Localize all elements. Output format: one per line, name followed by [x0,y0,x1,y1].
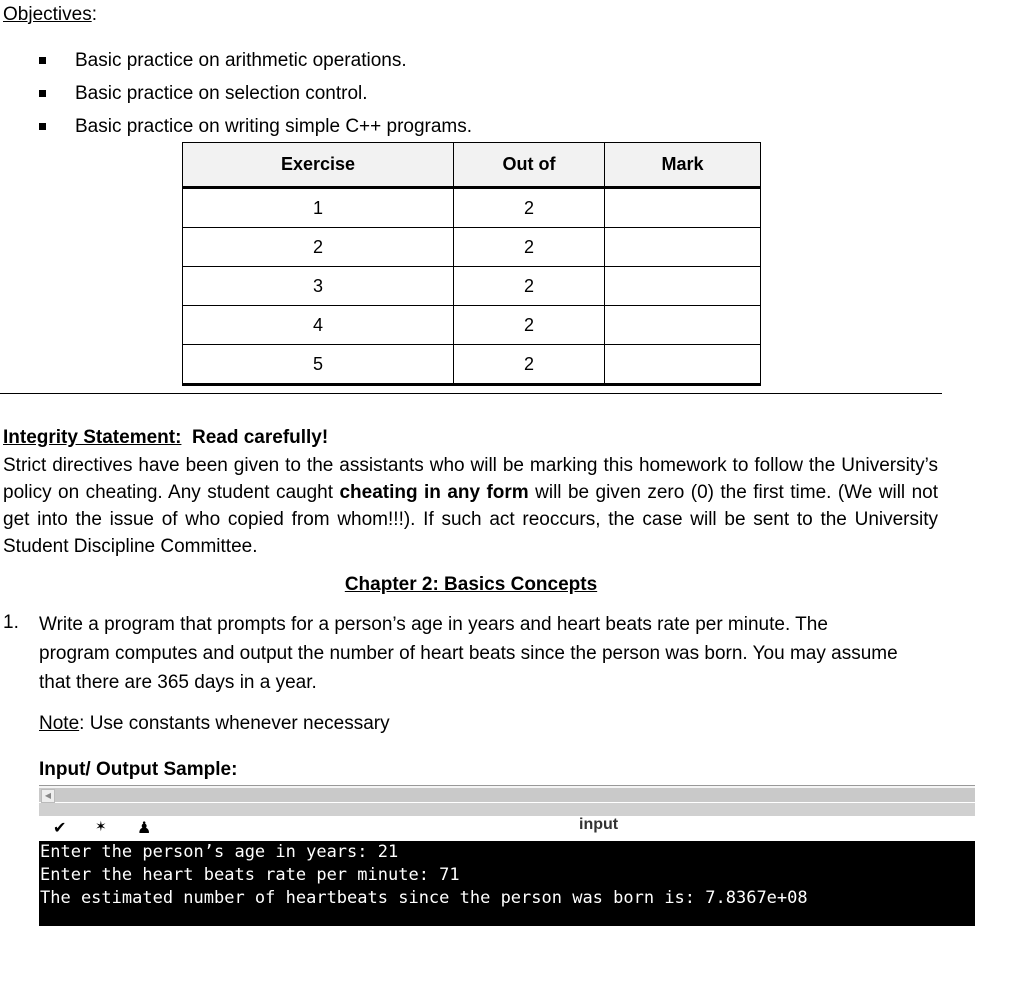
table-header-row [183,143,761,188]
console-toolbar [39,816,975,841]
square-bullet-icon [39,57,46,64]
table-row [183,306,761,345]
table-row [183,345,761,385]
mark-cell[interactable] [605,267,761,306]
integrity-subtitle: Read carefully! [191,427,329,448]
table-row [183,188,761,228]
out-of-cell: 2 [454,306,605,345]
console-scrollbar[interactable] [39,785,975,817]
out-of-cell: 2 [454,345,605,385]
integrity-text-part-1: Strict directives have been given to the assistants who will be marking this homework to follow the University’s policy on cheating. Any student caught [3,455,938,503]
check-icon[interactable]: ✔ [53,820,67,837]
marks-table [182,142,761,386]
square-bullet-icon [39,123,46,130]
out-of-cell: 2 [454,188,605,228]
note-label: Note [39,713,80,734]
mark-cell[interactable] [605,188,761,228]
column-header-mark: Mark [605,143,761,188]
exercise-cell: 2 [183,228,454,267]
integrity-statement [3,452,938,560]
objectives-heading-text: Objectives [3,4,92,25]
person-icon[interactable]: ♟ [137,820,152,837]
objective-text: Basic practice on selection control. [75,83,368,104]
exercise-cell: 5 [183,345,454,385]
objectives-heading [3,4,97,26]
integrity-text-part-2: will be given zero (0) the first time. (We will not get into the issue of who copied from whom!!!). If such act reoccurs, the case will be sent to the University Student Discipline Committee. [3,482,938,557]
console-line: Enter the person’s age in years: 21 [40,842,399,862]
objectives-heading-colon: : [91,4,97,25]
objective-text: Basic practice on arithmetic operations. [75,50,407,71]
console-line: The estimated number of heartbeats since the person was born is: 7.8367e+08 [40,888,808,908]
table-row [183,228,761,267]
mark-cell[interactable] [605,345,761,385]
chapter-title: Chapter 2: Basics Concepts [344,574,598,595]
mark-cell[interactable] [605,228,761,267]
exercise-cell: 4 [183,306,454,345]
console-output [39,841,975,926]
pin-icon[interactable]: ✶ [95,818,107,834]
column-header-exercise: Exercise [183,143,454,188]
io-sample-title: Input/ Output Sample: [39,759,238,780]
column-header-out-of: Out of [454,143,605,188]
section-divider [0,393,942,394]
exercise-cell: 1 [183,188,454,228]
integrity-title: Integrity Statement: [3,427,182,448]
question-number: 1. [3,612,19,633]
square-bullet-icon [39,90,46,97]
objective-text: Basic practice on writing simple C++ programs. [75,116,473,137]
out-of-cell: 2 [454,267,605,306]
note [39,713,390,735]
out-of-cell: 2 [454,228,605,267]
exercise-cell: 3 [183,267,454,306]
console-line: Enter the heart beats rate per minute: 71 [40,865,460,885]
question-text: Write a program that prompts for a person’s age in years and heart beats rate per minute. The program computes and output the number of heart beats since the person was born. You may assume that there are 365 days in a year. [39,614,898,693]
integrity-heading [3,427,328,449]
integrity-text-bold: cheating in any form [339,482,529,503]
mark-cell[interactable] [605,306,761,345]
console-input-label: input [579,816,619,833]
note-text: : Use constants whenever necessary [79,713,390,734]
table-row [183,267,761,306]
scroll-left-icon[interactable]: ◀ [41,789,55,803]
